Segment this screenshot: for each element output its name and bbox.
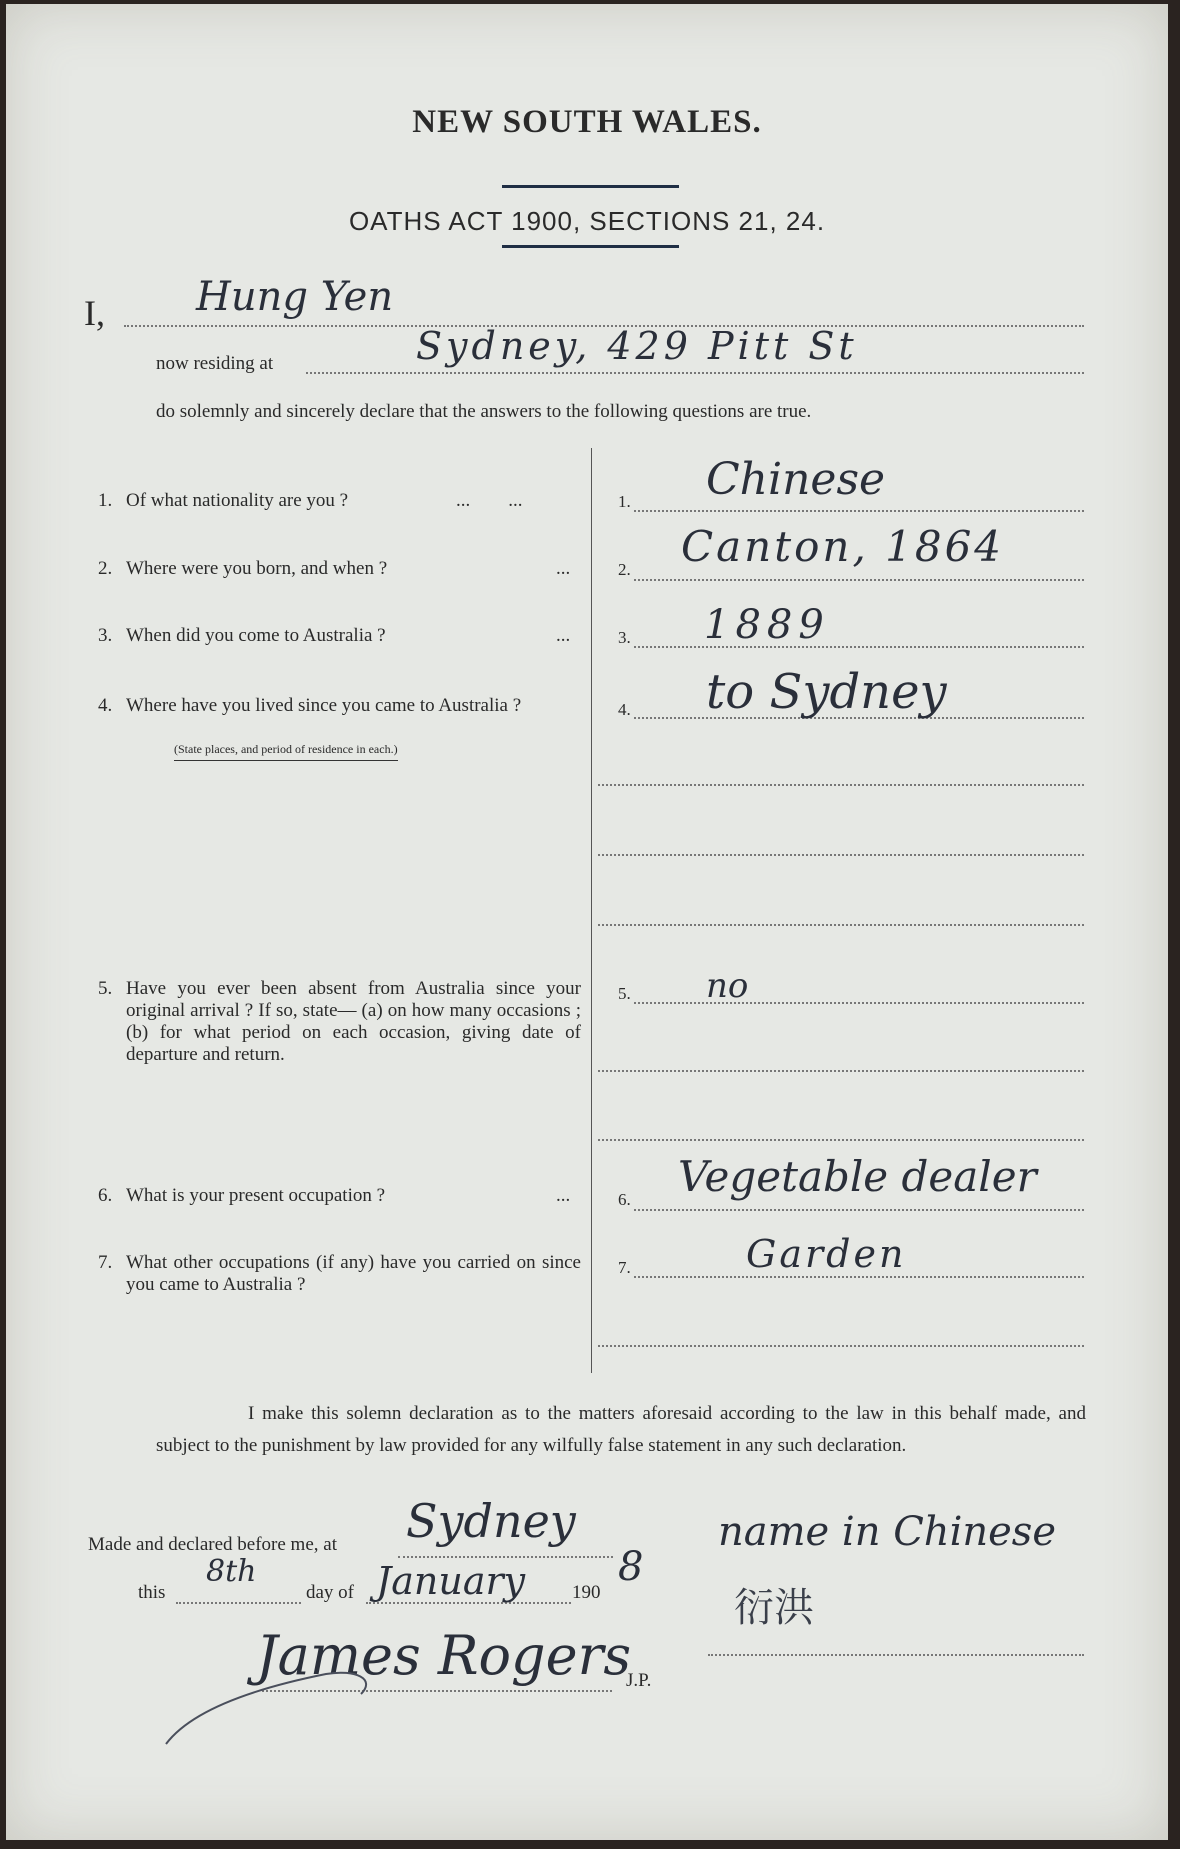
answer-6-line: [634, 1209, 1084, 1211]
chinese-name: 衍洪: [734, 1585, 814, 1630]
made-declared-label: Made and declared before me, at: [88, 1534, 337, 1555]
page-title: NEW SOUTH WALES.: [412, 104, 762, 140]
residence-line: [306, 372, 1084, 374]
question-2-leader: ...: [556, 558, 571, 579]
answer-6-number: 6.: [618, 1190, 631, 1209]
answer-6: Vegetable dealer: [678, 1152, 1037, 1201]
question-3-number: 3.: [98, 625, 113, 646]
answer-3: 1889: [704, 602, 830, 648]
answer-4: to Sydney: [706, 664, 947, 720]
question-6-text: What is your present occupation ?: [126, 1185, 386, 1206]
declare-text: do solemnly and sincerely declare that the answers to the following questions are true.: [156, 401, 812, 422]
jp-signature: James Rogers: [256, 1624, 632, 1687]
question-3-leader: ...: [556, 625, 571, 646]
declaration-text: I make this solemn declaration as to the matters aforesaid according to the law in this behalf made, and subject to the punishment by law provided for any wilfully false statement in any such declaration.: [156, 1403, 1086, 1456]
question-5-number: 5.: [98, 978, 113, 999]
answer-1-number: 1.: [618, 492, 631, 511]
question-1-leader: ... ...: [456, 490, 523, 511]
year-prefix: 190: [572, 1582, 601, 1603]
residing-label: now residing at: [156, 353, 274, 374]
question-1-text: Of what nationality are you ?: [126, 490, 349, 511]
answer-5-line-3: [598, 1139, 1084, 1141]
jp-label: J.P.: [626, 1670, 652, 1691]
answer-7-number: 7.: [618, 1258, 631, 1277]
question-4-text: Where have you lived since you came to Australia ?: [126, 695, 522, 716]
title-rule-top: [502, 185, 679, 188]
answer-5: no: [706, 966, 749, 1006]
answer-3-number: 3.: [618, 628, 631, 647]
residence: Sydney, 429 Pitt St: [416, 324, 858, 368]
question-6-number: 6.: [98, 1185, 113, 1206]
year-digit: 8: [618, 1544, 644, 1590]
answer-5-number: 5.: [618, 984, 631, 1003]
answer-2-line: [634, 579, 1084, 581]
answer-3-line: [634, 646, 1084, 648]
place-line: [398, 1556, 613, 1558]
question-1-number: 1.: [98, 490, 113, 511]
question-7-number: 7.: [98, 1252, 113, 1273]
page-subtitle: OATHS ACT 1900, SECTIONS 21, 24.: [348, 206, 826, 236]
declaration-form: [6, 4, 1168, 1840]
answer-4-number: 4.: [618, 700, 631, 719]
chinese-name-line: [708, 1654, 1084, 1656]
sign-place: Sydney: [406, 1494, 576, 1548]
day-line: [176, 1602, 301, 1604]
question-2-text: Where were you born, and when ?: [126, 558, 388, 579]
answer-4-line-2: [598, 784, 1084, 786]
title-rule-bottom: [502, 245, 679, 248]
column-divider: [591, 448, 592, 1373]
sign-day: 8th: [206, 1554, 257, 1589]
answer-7-line: [634, 1276, 1084, 1278]
answer-2-number: 2.: [618, 560, 631, 579]
answer-2: Canton, 1864: [681, 522, 1005, 571]
answer-5-line: [634, 1002, 1084, 1004]
day-of-label: day of: [306, 1582, 355, 1603]
answer-4-line-4: [598, 924, 1084, 926]
answer-7-line-2: [598, 1345, 1084, 1347]
answer-7: Garden: [746, 1232, 907, 1276]
declarant-name: Hung Yen: [196, 274, 394, 320]
answer-1: Chinese: [706, 454, 886, 505]
answer-1-line: [634, 510, 1084, 512]
name-in-chinese-label: name in Chinese: [718, 1509, 1056, 1555]
question-4-note: (State places, and period of residence in each.): [174, 742, 398, 761]
question-5-text: Have you ever been absent from Australia since your original arrival ? If so, state— (a) on how many occasions ; (b) for what period on each occasion, giving date of departure and return.: [126, 978, 581, 1065]
question-4-number: 4.: [98, 695, 113, 716]
question-2-number: 2.: [98, 558, 113, 579]
answer-4-line-3: [598, 854, 1084, 856]
question-6-leader: ...: [556, 1185, 571, 1206]
question-7-text: What other occupations (if any) have you carried on since you came to Australia ?: [126, 1252, 581, 1295]
this-label: this: [138, 1582, 166, 1603]
answer-5-line-2: [598, 1070, 1084, 1072]
question-3-text: When did you come to Australia ?: [126, 625, 386, 646]
signature-flourish: [156, 1644, 456, 1764]
i-label: I,: [84, 293, 105, 333]
sign-month: January: [376, 1559, 526, 1603]
